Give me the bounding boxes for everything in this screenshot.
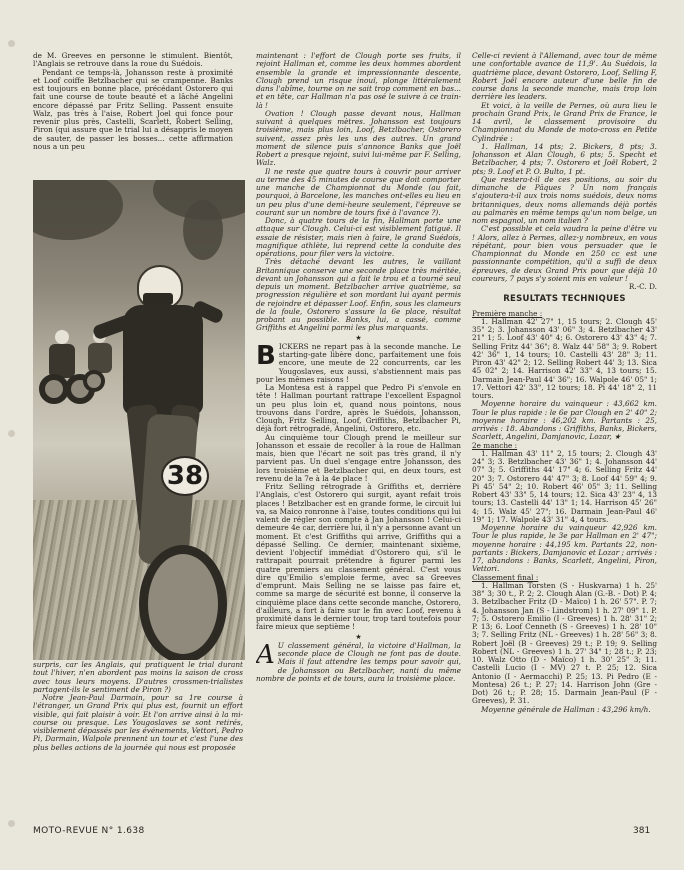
paragraph: Au cinquième tour Clough prend le meilleur sur Johansson et essaie de recoller à la roue de Hallman mais, bien que l'écart ne soit pas très grand, il n'y parvient pas. Un duel s'engage entre Johansson, des lors troisième et Betzlbacher qui, en deux tours, est revenu de la 7e à la 4e place ! <box>256 432 461 483</box>
paragraph: Notre Jean-Paul Darmain, pour sa 1re course à l'étranger, un Grand Prix qui plus est, fournit un effort visible, qui fait plaisir à voir. Et l'on arrive ainsi à la mi-course ou presque. Les Yougoslaves se sont retirés, visiblement dépassés par les événements, Vettori, Pedro Pi, Darmain, Walpole prennent un tour et c'est l'une des plus belles actions de la journée qui nous est proposée <box>33 693 243 752</box>
race-number-plate: 38 <box>161 456 209 496</box>
paragraph: Pendant ce temps-là, Johansson reste à proximité et Loof coiffe Betzlbacher qui se crampenne. Banks est toujours en bonne place, précédant Ostorero qui fait une course de toute beauté et a lâché Angelini encore dépassé par Fritz Selling. Passent ensuite Walz, pas très à l'aise, Robert Joel qui fonce pour revenir plus près, Castelli, Scarlett, Robert Selling, Piron (qui assure que le trial lui a désappris le moyen de sauter, de passer les bosses... cette affirmation nous a un peu <box>33 67 233 151</box>
results-first-heat: 1. Hallman 42' 27" 1, 15 tours; 2. Clough 45' 35" 2; 3. Johansson 43' 06" 3; 4. Betzlbacher 43' 21" 1; 5. Loof 43' 40" 4; 6. Ostorero 43' 43" 4; 7. Selling Fritz 44' 36"; 8. Walz 44' 58" 3; 9. Robert 42' 36" 1, 14 tours; 10. Castelli 43' 28" 3; 11. Piron 43' 42" 2; 12. Selling Robert 44' 3; 13. Sica 45 02" 2; 14. Harrison 42' 33" 4, 13 tours; 15. Darmain Jean-Paul 44' 36"; 16. Walpole 46' 05" 1; 17. Vettori 42' 33", 12 tours; 18. Pi 44' 18" 2, 11 tours. <box>472 316 657 400</box>
background-tree <box>33 180 123 240</box>
paper-hole <box>8 40 15 47</box>
paragraph: de M. Greeves en personne le stimulent. Bientôt, l'Anglais se retrouve dans la roue du Suédois. <box>33 52 233 69</box>
paragraph: Et voici, à la veille de Pernes, où aura lieu le prochain Grand Prix, le Grand Prix de France, le 14 avril, le classement provisoire du Championnat du Monde de moto-cross en Petite Cylindrée : <box>472 100 657 143</box>
paragraph: La Montesa est à rappel que Pedro Pi s'envole en tête ! Hallman pourtant rattrape l'excellent Espagnol un peu plus loin et, quand nous pointons, nous trouvons dans l'ordre, après le Suédois, Johansson, Clough, Fritz Selling, Loof, Griffiths, Betzlbacher Pi, déjà fort rétrogradé, Angelini, Ostorero, etc. <box>256 383 461 434</box>
paragraph: Il ne reste que quatre tours à couvrir pour arriver au terme des 45 minutes de course que doit comporter une manche de Championnat du Monde (au fait, pourquoi, à Barcelone, les manches ont-elles eu lieu en un peu plus d'une demi-heure seulement, l'épreuve se courant sur un nombre de tours fixé à l'avance ?). <box>256 166 461 217</box>
paragraph: Donc, à quatre tours de la fin, Hallman porte une attaque sur Clough. Celui-ci est visiblement fatigué. Il essaie de résister, mais rien à faire, le grand Suédois, magnifique athlète, lui reprend cette la conduite des opérations, pour filer vers la victoire. <box>256 216 461 258</box>
column-1-top-text <box>33 52 233 180</box>
results-second-heat: 1. Hallman 43' 11" 2, 15 tours; 2. Clough 43' 24" 3; 3. Betzlbacher 43' 36" 1; 4. Johansson 44' 07" 3; 5. Griffiths 44' 17" 4; 6. Selling Fritz 44' 20" 3; 7. Ostorero 44' 47" 3; 8. Loof 44' 59" 4; 9. Pi 45' 54" 2; 10. Robert 46' 05" 3; 11. Selling Robert 43' 33" 5, 14 tours; 12. Sica 43' 23" 4, 13 tours; 13. Castelli 44' 13" 1; 14. Harrison 45' 26" 4; 15. Walz 45' 27"; 16. Darmain Jean-Paul 46' 19" 1; 17. Walpole 43' 31" 4, 4 tours. <box>472 448 657 524</box>
drop-cap: A <box>256 639 275 670</box>
paragraph-with-dropcap <box>256 340 461 384</box>
first-heat-average: Moyenne horaire du vainqueur : 43,662 km. Tour le plus rapide : le 6e par Clough en 2' 40" 2; moyenne horaire : 46,202 km. Partants : 25, arrivés : 18. Abandons : Griffiths, Banks, Bickers, Scarlett, Angelini, Damjanovic, Lozar, ★ <box>472 399 657 442</box>
paragraph: surpris, car les Anglais, qui pratiquent le trial durant tout l'hiver, n'en abordent pas moins la saison de cross avec tous leurs moyens. D'autres crossmen-trialistes partagent-ils le sentiment de Piron ?) <box>33 661 243 694</box>
paper-hole <box>8 430 15 437</box>
drop-cap: B <box>256 340 276 371</box>
paragraph: 1. Hallman, 14 pts; 2. Bickers, 8 pts; 3. Johansson et Alan Clough, 6 pts; 5. Specht et Betzlbacher, 4 pts; 7. Ostorero et Joël Robert, 2 pts; 9. Loof et P. O. Bulto, 1 pt. <box>472 141 657 176</box>
column-3-text <box>472 52 657 817</box>
results-final-classification: 1. Hallman Torsten (S - Huskvarna) 1 h. 25' 38" 3; 30 t., P. 2; 2. Clough Alan (G.-B. - Dot) P. 4; 3. Betzlbacher Fritz (D - Maïco) 1 h. 26' 57". P. 7; 4. Johansson Jan (S - Lindstrom) 1 h. 27' 09" 1. P. 7; 5. Ostorero Emilio (I - Greeves) 1 h. 28' 31" 2; P. 13; 6. Loof Cenneth (S - Greeves) 1 h. 28' 10" 3; 7. Selling Fritz (NL - Greeves) 1 h. 28' 56" 3; 8. Robert Joël (B - Greeves) 29 t.; P. 19; 9. Selling Robert (NL - Greeves) 1 h. 27' 34" 1; 28 t.; P. 23; 10. Walz Otto (D - Maïco) 1 h. 30' 25" 3; 11. Castelli Lucio (I - MV) 27 t. P. 25; 12. Sica Antonio (I - Aermacchi) P. 25; 13. Pi Pedro (E - Montesa) 26 t.; P. 27; 14. Harrison John (Gre - Dot) 26 t.; P. 28; 15. Darmain Jean-Paul (F - Greeves), P. 31. <box>472 580 657 706</box>
paragraph: Fritz Selling rétrograde à Griffiths et, derrière l'Anglais, c'est Ostorero qui surgit, ayant refait trois places ! Betzlbacher est en grande forme, le circuit lui va, sa Maico ronronne à l'aise, toutes conditions qui lui valent de régler son compte à Jan Johansson ! Celui-ci demeure 4e car, derrière lui, il n'y a personne avant un moment. Et c'est Griffiths qui arrive, Griffiths qui a dépassé Selling. Ce dernier, maintenant sixième, devient l'objectif immédiat d'Ostorero qui, s'il le rattrapait pourrait prétendre à figurer parmi les quatre premiers au classement général. C'est vous dire qu'Emilio s'emploie ferme, avec sa Greeves d'emprunt. Mais Selling ne se laisse pas faire et, comme sa marge de sécurité est bonne, il conserve la cinquième place dans cette seconde manche, Ostorero, d'ailleurs, a fort à faire sur le fin avec Loof, revenu à proximité dans le dernier tour, trop tard toutefois pour faire mieux que septième ! <box>256 482 461 632</box>
paragraph: Ovation ! Clough passe devant nous, Hallman suivant à quelques mètres. Johansson est toujours troisième, mais plus loin, Loof, Betzlbacher, Ostorero suivent, assez près les uns des autres. Un grand moment de silence puis s'annonce Banks que Joël Robert a presque rejoint, suivi lui-même par F. Selling, Walz. <box>256 108 461 168</box>
column-2-text <box>256 52 461 812</box>
results-heading: RESULTATS TECHNIQUES <box>503 294 626 305</box>
author-signature: R.-C. D. <box>628 282 657 291</box>
subheading-second-heat: 2e manche : <box>472 440 518 450</box>
paragraph-text: ICKERS ne repart pas à la seconde manche. Le starting-gate libère donc, parfaitement une fois encore, une meute de 22 concurrents, car les Yougoslaves, eux aussi, s'abstiennent mais pas pour les mêmes raisons ! <box>256 341 461 384</box>
second-heat-average: Moyenne horaire du vainqueur 42,926 km. Tour le plus rapide, le 3e par Hallman en 2' 47"; moyenne horaire : 44,195 km. Partants 22, non-partants : Bickers, Damjanovic et Lozar ; arrivés : 17, abandons : Banks, Scarlett, Angelini, Piron, Vettori. <box>472 523 657 574</box>
column-1-bottom-text <box>33 661 243 817</box>
paragraph-with-dropcap <box>256 639 461 683</box>
paragraph-text: U classement général, la victoire d'Hallman, la seconde place de Clough ne font pas de doute. Mais il faut attendre les temps pour savoir qui, de Johansson ou Betzlbacher, nanti du même nombre de points et de tours, aura la troisième place. <box>256 640 461 683</box>
background-rider <box>39 330 87 410</box>
footer-page-number: 381 <box>633 826 651 836</box>
paragraph: maintenant : l'effort de Clough porte ses fruits, il rejoint Hallman et, comme les deux hommes abordent ensemble la grande et impressionnante descente, Clough prend un risque inouï, plonge littéralement dans l'abîme, tourne on ne sait trop comment en bas... et en tête, car Hallman n'a pas osé le suivre à ce train-là ! <box>256 52 461 110</box>
paragraph: Celle-ci revient à l'Allemand, avec tour de même une confortable avance de 11,9'. Au Suédois, la quatrième place, devant Ostorero, Loof, Selling F, Robert Joël encore auteur d'une belle fin de course dans la seconde manche, mais trop loin derrière les leaders. <box>472 52 657 102</box>
subheading-first-heat: Première manche : <box>472 308 543 318</box>
motocross-photo <box>33 180 245 660</box>
subheading-final-classification: Classement final : <box>472 572 539 582</box>
separator-star: ★ <box>355 632 362 641</box>
paragraph: Que restera-t-il de ces positions, au soir du dimanche de Pâques ? Un nom français s'ajoutera-t-il aux trois noms suédois, deux noms britanniques, deux noms allemands déjà portés au palmarès en même temps qu'un nom belge, un nom espagnol, un nom italien ? <box>472 174 657 225</box>
background-tree <box>183 200 223 260</box>
paragraph: Très détaché devant les autres, le vaillant Britannique conserve une seconde place très méritée, devant un Johansson qui a fait le trou et a tourné seul depuis un moment. Betzlbacher arrive quatrième, sa progression régulière et son mordant lui ayant permis de rejoindre et dépasser Loof. Enfin, sous les clameurs de la foule, Ostorero s'assure la 6e place, résultat probant au possible. Banks, lui, a cassé, comme Griffiths et Angelini parmi les plus marquants. <box>256 257 461 333</box>
paragraph: C'est possible et cela vaudra la peine d'être vu ! Alors, allez à Pernes, allez-y nombreux, en vous répétant, pour bien vous persuader que le Championnat du Monde en 250 cc est une passionnante compétition, qu'il a suffi de deux épreuves, de deux Grand Prix pour que déjà 10 coureurs, 7 pays s'y soient mis en valeur ! <box>472 224 657 283</box>
footer-magazine-issue: MOTO-REVUE N° 1.638 <box>33 826 145 836</box>
paper-hole <box>8 820 15 827</box>
separator-star: ★ <box>355 333 362 342</box>
final-average: Moyenne générale de Hallman : 43,296 km/h. <box>481 704 651 714</box>
